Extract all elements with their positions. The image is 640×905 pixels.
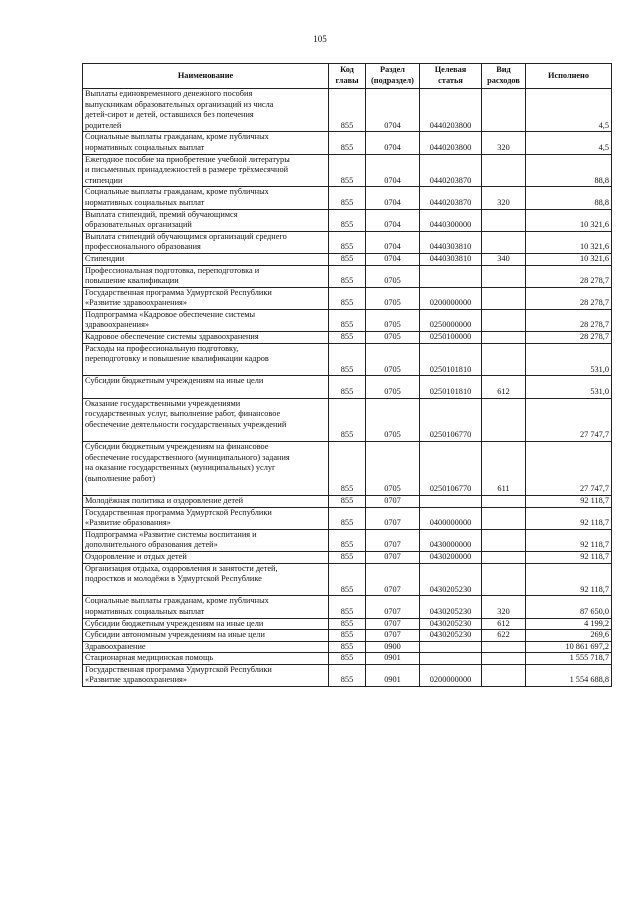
row-chapter-cell: 855 (329, 551, 366, 563)
row-name-cell: Социальные выплаты гражданам, кроме публичных нормативных социальных выплат (83, 596, 329, 618)
row-target-cell (420, 641, 482, 653)
row-section-cell: 0707 (366, 596, 420, 618)
table-row (83, 664, 612, 686)
table-row (83, 209, 612, 231)
row-section-cell: 0705 (366, 442, 420, 496)
row-amount-cell: 88,8 (526, 154, 612, 187)
table-row (83, 89, 612, 132)
row-amount-cell: 92 118,7 (526, 495, 612, 507)
row-expense-type-cell: 612 (482, 618, 526, 630)
header-executed: Исполнено (526, 64, 612, 89)
row-target-cell: 0430205230 (420, 630, 482, 642)
row-expense-type-cell (482, 231, 526, 253)
table-row (83, 653, 612, 665)
row-target-cell: 0250106770 (420, 398, 482, 441)
row-amount-cell: 88,8 (526, 187, 612, 209)
row-expense-type-cell: 320 (482, 132, 526, 154)
row-name-cell: Субсидии бюджетным учреждениям на иные цели (83, 376, 329, 398)
row-name-cell: Кадровое обеспечение системы здравоохранения (83, 332, 329, 344)
row-name-cell: Профессиональная подготовка, переподготовка и повышение квалификации (83, 265, 329, 287)
table-row (83, 132, 612, 154)
row-expense-type-cell (482, 495, 526, 507)
row-section-cell: 0704 (366, 187, 420, 209)
table-row (83, 529, 612, 551)
row-name-cell: Государственная программа Удмуртской Республики «Развитие здравоохранения» (83, 287, 329, 309)
row-expense-type-cell (482, 529, 526, 551)
row-chapter-cell: 855 (329, 187, 366, 209)
row-chapter-cell: 855 (329, 209, 366, 231)
row-expense-type-cell: 320 (482, 596, 526, 618)
row-name-cell: Ежегодное пособие на приобретение учебной литературы и письменных принадлежностей в размере трёхмесячной стипендии (83, 154, 329, 187)
table-row (83, 630, 612, 642)
row-target-cell: 0430205230 (420, 563, 482, 596)
row-chapter-cell: 855 (329, 265, 366, 287)
table-row (83, 398, 612, 441)
row-chapter-cell: 855 (329, 332, 366, 344)
row-expense-type-cell (482, 154, 526, 187)
row-section-cell: 0704 (366, 89, 420, 132)
row-section-cell: 0705 (366, 398, 420, 441)
table-row (83, 563, 612, 596)
row-chapter-cell: 855 (329, 89, 366, 132)
table-row (83, 442, 612, 496)
row-target-cell: 0430200000 (420, 551, 482, 563)
row-target-cell (420, 265, 482, 287)
row-chapter-cell: 855 (329, 507, 366, 529)
row-expense-type-cell (482, 664, 526, 686)
row-target-cell: 0250000000 (420, 309, 482, 331)
row-chapter-cell: 855 (329, 596, 366, 618)
row-name-cell: Социальные выплаты гражданам, кроме публичных нормативных социальных выплат (83, 132, 329, 154)
row-amount-cell: 4,5 (526, 132, 612, 154)
row-section-cell: 0707 (366, 563, 420, 596)
row-expense-type-cell (482, 641, 526, 653)
row-chapter-cell: 855 (329, 442, 366, 496)
row-amount-cell: 10 321,6 (526, 209, 612, 231)
row-target-cell: 0440203870 (420, 154, 482, 187)
row-section-cell: 0901 (366, 653, 420, 665)
row-name-cell: Стипендии (83, 253, 329, 265)
row-amount-cell: 27 747,7 (526, 398, 612, 441)
row-chapter-cell: 855 (329, 630, 366, 642)
row-target-cell: 0430205230 (420, 596, 482, 618)
row-target-cell: 0250101810 (420, 343, 482, 376)
table-header-row (83, 64, 612, 89)
row-section-cell: 0705 (366, 309, 420, 331)
row-name-cell: Молодёжная политика и оздоровление детей (83, 495, 329, 507)
row-section-cell: 0707 (366, 630, 420, 642)
row-chapter-cell: 855 (329, 376, 366, 398)
row-amount-cell: 28 278,7 (526, 332, 612, 344)
table-row (83, 231, 612, 253)
row-expense-type-cell: 622 (482, 630, 526, 642)
table-row (83, 551, 612, 563)
table-row (83, 343, 612, 376)
table-row (83, 265, 612, 287)
row-target-cell: 0440303810 (420, 231, 482, 253)
row-target-cell: 0400000000 (420, 507, 482, 529)
row-amount-cell: 269,6 (526, 630, 612, 642)
page-number: 105 (313, 34, 327, 44)
row-section-cell: 0705 (366, 376, 420, 398)
row-expense-type-cell (482, 563, 526, 596)
row-target-cell: 0440203870 (420, 187, 482, 209)
row-expense-type-cell: 612 (482, 376, 526, 398)
header-chapter: Код главы (329, 64, 366, 89)
row-section-cell: 0707 (366, 618, 420, 630)
row-chapter-cell: 855 (329, 529, 366, 551)
row-expense-type-cell: 611 (482, 442, 526, 496)
row-name-cell: Подпрограмма «Кадровое обеспечение системы здравоохранения» (83, 309, 329, 331)
row-name-cell: Выплата стипендий обучающимся организаций среднего профессионального образования (83, 231, 329, 253)
row-target-cell (420, 495, 482, 507)
row-amount-cell: 10 321,6 (526, 253, 612, 265)
row-expense-type-cell (482, 309, 526, 331)
row-amount-cell: 28 278,7 (526, 287, 612, 309)
table-row (83, 332, 612, 344)
row-amount-cell: 1 554 688,8 (526, 664, 612, 686)
header-name: Наименование (83, 64, 329, 89)
row-amount-cell: 28 278,7 (526, 265, 612, 287)
row-section-cell: 0901 (366, 664, 420, 686)
row-name-cell: Субсидии бюджетным учреждениям на финансовое обеспечение государственного (муниципального) задания на оказание государственных (муниципальных) услуг (выполнение работ) (83, 442, 329, 496)
row-target-cell: 0250101810 (420, 376, 482, 398)
row-name-cell: Субсидии бюджетным учреждениям на иные цели (83, 618, 329, 630)
table-row (83, 495, 612, 507)
row-amount-cell: 531,0 (526, 343, 612, 376)
row-section-cell: 0704 (366, 231, 420, 253)
row-amount-cell: 92 118,7 (526, 529, 612, 551)
row-chapter-cell: 855 (329, 154, 366, 187)
header-target: Целевая статья (420, 64, 482, 89)
row-name-cell: Организация отдыха, оздоровления и занятости детей, подростков и молодёжи в Удмуртской Республике (83, 563, 329, 596)
row-name-cell: Здравоохранение (83, 641, 329, 653)
row-chapter-cell: 855 (329, 618, 366, 630)
row-section-cell: 0705 (366, 343, 420, 376)
row-name-cell: Стационарная медицинская помощь (83, 653, 329, 665)
row-section-cell: 0704 (366, 132, 420, 154)
row-target-cell: 0200000000 (420, 287, 482, 309)
row-section-cell: 0704 (366, 209, 420, 231)
row-chapter-cell: 855 (329, 343, 366, 376)
row-target-cell: 0250106770 (420, 442, 482, 496)
row-amount-cell: 92 118,7 (526, 551, 612, 563)
row-section-cell: 0707 (366, 529, 420, 551)
row-expense-type-cell (482, 265, 526, 287)
row-target-cell: 0430205230 (420, 618, 482, 630)
table-row (83, 287, 612, 309)
row-section-cell: 0704 (366, 253, 420, 265)
row-name-cell: Государственная программа Удмуртской Республики «Развитие здравоохранения» (83, 664, 329, 686)
row-target-cell: 0250100000 (420, 332, 482, 344)
table-row (83, 154, 612, 187)
row-section-cell: 0705 (366, 332, 420, 344)
header-section: Раздел (подраздел) (366, 64, 420, 89)
row-section-cell: 0705 (366, 265, 420, 287)
table-row (83, 618, 612, 630)
row-section-cell: 0900 (366, 641, 420, 653)
table-row (83, 507, 612, 529)
row-section-cell: 0707 (366, 507, 420, 529)
row-target-cell: 0440303810 (420, 253, 482, 265)
row-expense-type-cell (482, 398, 526, 441)
row-chapter-cell: 855 (329, 253, 366, 265)
row-chapter-cell: 855 (329, 398, 366, 441)
row-expense-type-cell (482, 89, 526, 132)
row-expense-type-cell: 320 (482, 187, 526, 209)
row-name-cell: Расходы на профессиональную подготовку, переподготовку и повышение квалификации кадров (83, 343, 329, 376)
row-chapter-cell: 855 (329, 664, 366, 686)
row-section-cell: 0704 (366, 154, 420, 187)
row-amount-cell: 531,0 (526, 376, 612, 398)
row-section-cell: 0707 (366, 551, 420, 563)
row-expense-type-cell (482, 287, 526, 309)
row-amount-cell: 28 278,7 (526, 309, 612, 331)
row-name-cell: Выплаты единовременного денежного пособия выпускникам образовательных организаций из числа детей-сирот и детей, оставшихся без попечения родителей (83, 89, 329, 132)
row-amount-cell: 4,5 (526, 89, 612, 132)
row-expense-type-cell (482, 653, 526, 665)
row-amount-cell: 92 118,7 (526, 507, 612, 529)
row-expense-type-cell: 340 (482, 253, 526, 265)
row-expense-type-cell (482, 507, 526, 529)
row-name-cell: Оздоровление и отдых детей (83, 551, 329, 563)
row-name-cell: Государственная программа Удмуртской Республики «Развитие образования» (83, 507, 329, 529)
row-target-cell (420, 653, 482, 665)
row-name-cell: Оказание государственными учреждениями государственных услуг, выполнение работ, финансовое обеспечение деятельности государственных учреждений (83, 398, 329, 441)
row-amount-cell: 10 321,6 (526, 231, 612, 253)
row-name-cell: Выплата стипендий, премий обучающимся образовательных организаций (83, 209, 329, 231)
row-expense-type-cell (482, 343, 526, 376)
row-target-cell: 0440203800 (420, 132, 482, 154)
row-target-cell: 0430000000 (420, 529, 482, 551)
table-row (83, 309, 612, 331)
table-row (83, 253, 612, 265)
row-amount-cell: 10 861 697,2 (526, 641, 612, 653)
table-row (83, 641, 612, 653)
row-section-cell: 0705 (366, 287, 420, 309)
row-amount-cell: 92 118,7 (526, 563, 612, 596)
row-chapter-cell: 855 (329, 309, 366, 331)
row-expense-type-cell (482, 551, 526, 563)
header-expense-type: Вид расходов (482, 64, 526, 89)
row-amount-cell: 87 650,0 (526, 596, 612, 618)
row-amount-cell: 4 199,2 (526, 618, 612, 630)
row-target-cell: 0200000000 (420, 664, 482, 686)
row-chapter-cell: 855 (329, 132, 366, 154)
row-amount-cell: 27 747,7 (526, 442, 612, 496)
row-expense-type-cell (482, 209, 526, 231)
row-chapter-cell: 855 (329, 495, 366, 507)
row-name-cell: Подпрограмма «Развитие системы воспитания и дополнительного образования детей» (83, 529, 329, 551)
row-expense-type-cell (482, 332, 526, 344)
row-section-cell: 0707 (366, 495, 420, 507)
budget-table (82, 63, 612, 687)
row-chapter-cell: 855 (329, 287, 366, 309)
table-row (83, 376, 612, 398)
table-body (83, 89, 612, 687)
row-name-cell: Субсидии автономным учреждениям на иные цели (83, 630, 329, 642)
row-amount-cell: 1 555 718,7 (526, 653, 612, 665)
table-row (83, 596, 612, 618)
row-chapter-cell: 855 (329, 641, 366, 653)
row-chapter-cell: 855 (329, 653, 366, 665)
row-name-cell: Социальные выплаты гражданам, кроме публичных нормативных социальных выплат (83, 187, 329, 209)
row-target-cell: 0440203800 (420, 89, 482, 132)
row-chapter-cell: 855 (329, 563, 366, 596)
row-target-cell: 0440300000 (420, 209, 482, 231)
row-chapter-cell: 855 (329, 231, 366, 253)
table-row (83, 187, 612, 209)
